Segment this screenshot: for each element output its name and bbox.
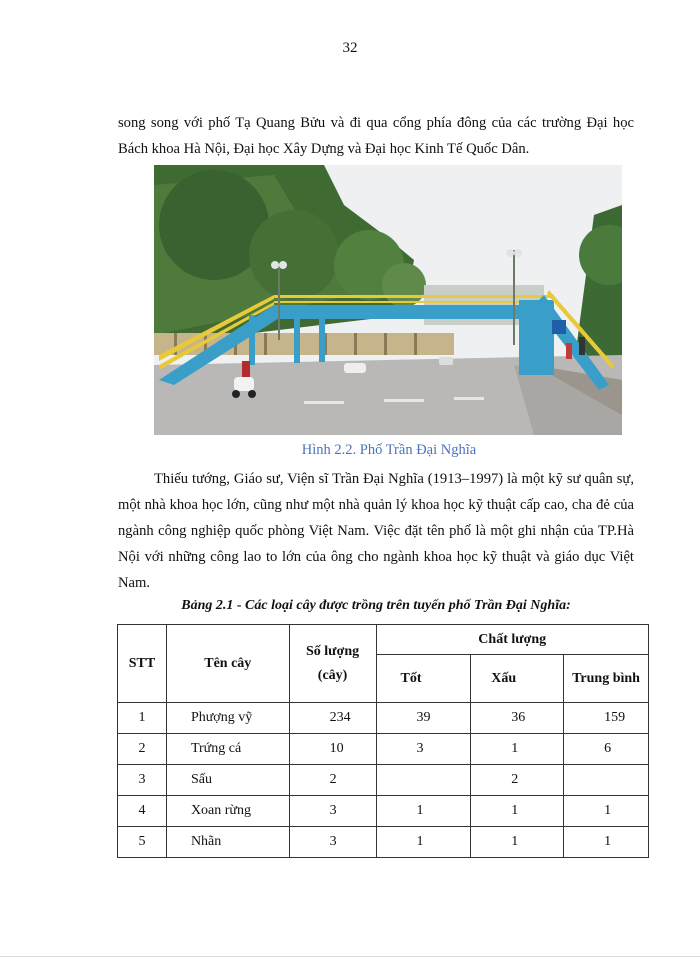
cell-quantity: 234 [289,703,376,734]
table-row [118,796,649,827]
table-row [118,734,649,765]
cell-average: 1 [564,827,649,858]
cell-good [376,765,471,796]
cell-name: Trứng cá [166,734,289,765]
cell-bad: 1 [471,827,564,858]
table-title: Bảng 2.1 - Các loại cây được trồng trên tuyến phố Trần Đại Nghĩa: [181,598,571,613]
cell-quantity: 3 [289,827,376,858]
cell-good: 1 [376,827,471,858]
cell-quantity: 10 [289,734,376,765]
cell-quantity: 2 [289,765,376,796]
table-row [118,703,649,734]
cell-stt: 4 [118,796,167,827]
cell-name: Phượng vỹ [166,703,289,734]
cell-bad: 2 [471,765,564,796]
header-good: Tốt [376,655,471,703]
cell-stt: 1 [118,703,167,734]
header-bad: Xấu [471,655,564,703]
cell-name: Sấu [166,765,289,796]
header-quantity [289,625,376,703]
cell-average: 159 [564,703,649,734]
cell-quantity: 3 [289,796,376,827]
paragraph-2: Thiếu tướng, Giáo sư, Viện sĩ Trần Đại Nghĩa (1913–1997) là một kỹ sư quân sự, một nhà khoa học lớn, cũng như một nhà quản lý khoa học kỹ thuật cấp cao, cha đẻ của ngành công nghiệp quốc phòng Việt Nam. Việc đặt tên phố là một ghi nhận của TP.Hà Nội với những công lao to lớn của ông cho ngành khoa học kỹ thuật và giáo dục Việt Nam. [118,471,634,591]
cell-average: 1 [564,796,649,827]
header-quality: Chất lượng [376,625,649,655]
cell-average: 6 [564,734,649,765]
cell-name: Xoan rừng [166,796,289,827]
header-stt: STT [118,625,167,703]
cell-good: 39 [376,703,471,734]
cell-stt: 5 [118,827,167,858]
table-row [118,765,649,796]
cell-stt: 3 [118,765,167,796]
page-bottom-rule [0,956,700,957]
tree-table [117,624,649,858]
cell-average [564,765,649,796]
table-header-row [118,625,649,655]
cell-name: Nhãn [166,827,289,858]
header-name: Tên cây [166,625,289,703]
header-quantity-line1: Số lượng [306,643,360,659]
header-quantity-line2: (cây) [317,667,348,683]
cell-bad: 1 [471,796,564,827]
cell-good: 3 [376,734,471,765]
cell-bad: 1 [471,734,564,765]
cell-bad: 36 [471,703,564,734]
header-average: Trung bình [564,655,649,703]
table-row [118,827,649,858]
figure-caption: Hình 2.2. Phố Trần Đại Nghĩa [301,442,477,458]
footbridge-street-photo [154,165,622,435]
cell-stt: 2 [118,734,167,765]
paragraph-1: song song với phố Tạ Quang Bửu và đi qua cổng phía đông của các trường Đại học Bách khoa Hà Nội, Đại học Xây Dựng và Đại học Kinh Tế Quốc Dân. [118,115,634,157]
figure-photo [154,165,622,435]
cell-good: 1 [376,796,471,827]
page-number: 32 [342,40,358,56]
